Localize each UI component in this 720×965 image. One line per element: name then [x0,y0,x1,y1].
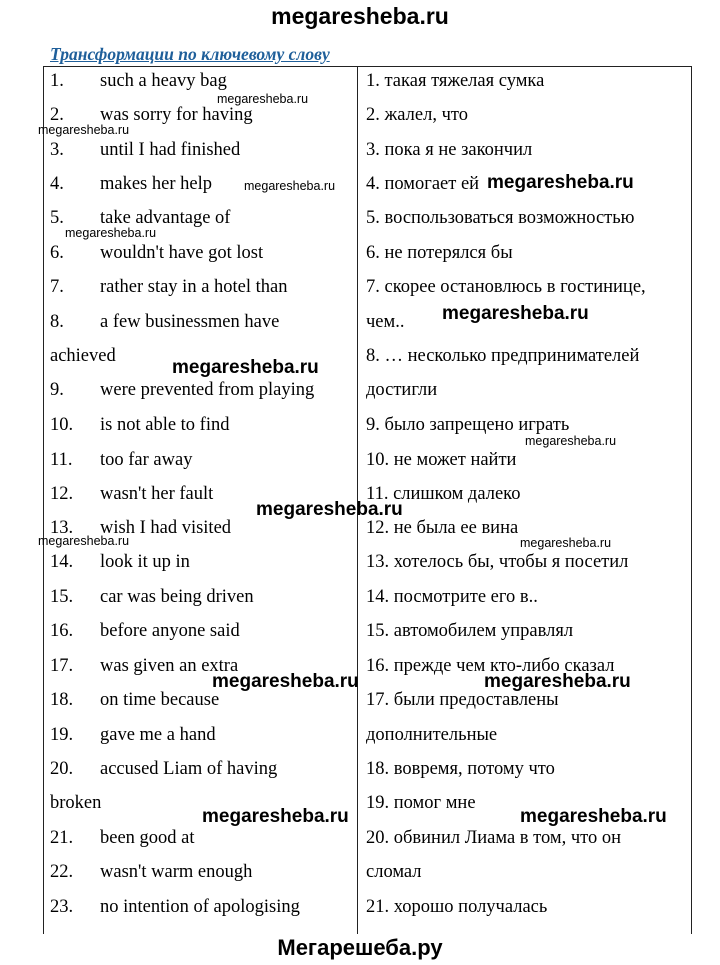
russian-answer: 5. воспользоваться возможностью [366,208,635,228]
russian-answer: сломал [366,862,422,882]
russian-answer: дополнительные [366,725,498,745]
row-number: 8. [50,312,64,332]
russian-answer: 9. было запрещено играть [366,415,570,435]
english-answer: gave me a hand [100,725,216,745]
english-answer: take advantage of [100,208,231,228]
russian-answer: 21. хорошо получалась [366,897,548,917]
russian-answer: чем.. [366,312,405,332]
row-number: 3. [50,140,64,160]
row-number: 21. [50,828,74,848]
row-number: 4. [50,174,64,194]
english-answer: accused Liam of having [100,759,278,779]
russian-answer: 4. помогает ей [366,174,480,194]
english-answer-continued: broken [50,793,102,813]
watermark: megaresheba.ru [212,671,359,692]
english-answer: wasn't warm enough [100,862,253,882]
russian-answer: 10. не может найти [366,450,517,470]
russian-answer: достигли [366,380,438,400]
english-answer: on time because [100,690,220,710]
row-number: 19. [50,725,74,745]
english-answer: such a heavy bag [100,71,227,91]
russian-answer: 15. автомобилем управлял [366,621,574,641]
english-answer: wish I had visited [100,518,232,538]
russian-answer: 8. … несколько предпринимателей [366,346,640,366]
row-number: 13. [50,518,74,538]
watermark: megaresheba.ru [65,226,157,240]
row-number: 15. [50,587,74,607]
russian-answer: 7. скорее остановлюсь в гостинице, [366,277,646,297]
english-answer: makes her help [100,174,212,194]
english-answer: before anyone said [100,621,240,641]
row-number: 16. [50,621,74,641]
watermark: megaresheba.ru [38,123,130,137]
english-answer: been good at [100,828,195,848]
watermark: megaresheba.ru [244,179,336,193]
english-answer: no intention of apologising [100,897,300,917]
row-number: 22. [50,862,74,882]
russian-answer: 16. прежде чем кто-либо сказал [366,656,615,676]
russian-answer: 11. слишком далеко [366,484,521,504]
russian-answer: 12. не была ее вина [366,518,519,538]
english-answer: car was being driven [100,587,254,607]
row-number: 12. [50,484,74,504]
row-number: 2. [50,105,64,125]
english-answer: is not able to find [100,415,230,435]
row-number: 1. [50,71,64,91]
watermark: megaresheba.ru [525,434,617,448]
watermark: megaresheba.ru [256,499,403,520]
site-footer[interactable]: Мегарешеба.ру [277,935,443,960]
row-number: 20. [50,759,74,779]
russian-answer: 19. помог мне [366,793,476,813]
watermark: megaresheba.ru [38,534,130,548]
russian-answer: 14. посмотрите его в.. [366,587,538,607]
english-answer: wouldn't have got lost [100,243,264,263]
english-answer-continued: achieved [50,346,116,366]
english-answer: too far away [100,450,193,470]
watermark: megaresheba.ru [520,536,612,550]
english-answer: wasn't her fault [100,484,214,504]
watermark: megaresheba.ru [520,806,667,827]
watermark: megaresheba.ru [442,303,589,324]
russian-answer: 13. хотелось бы, чтобы я посетил [366,552,629,572]
english-answer: were prevented from playing [100,380,315,400]
row-number: 10. [50,415,74,435]
russian-answer: 6. не потерялся бы [366,243,513,263]
watermark: megaresheba.ru [487,172,634,193]
row-number: 23. [50,897,74,917]
row-number: 6. [50,243,64,263]
row-number: 5. [50,208,64,228]
row-number: 9. [50,380,64,400]
english-answer: was given an extra [100,656,239,676]
english-answer: until I had finished [100,140,241,160]
english-answer: was sorry for having [100,105,253,125]
english-answer: a few businessmen have [100,312,280,332]
russian-answer: 18. вовремя, потому что [366,759,555,779]
russian-answer: 1. такая тяжелая сумка [366,71,545,91]
site-header[interactable]: megaresheba.ru [271,3,449,29]
row-number: 7. [50,277,64,297]
russian-answer: 2. жалел, что [366,105,468,125]
russian-answer: 17. были предоставлены [366,690,559,710]
watermark: megaresheba.ru [172,357,319,378]
english-answer: rather stay in a hotel than [100,277,288,297]
row-number: 14. [50,552,74,572]
row-number: 11. [50,450,73,470]
row-number: 18. [50,690,74,710]
row-number: 17. [50,656,74,676]
watermark: megaresheba.ru [484,671,631,692]
watermark: megaresheba.ru [217,92,309,106]
russian-answer: 3. пока я не закончил [366,140,533,160]
watermark: megaresheba.ru [202,806,349,827]
section-title: Трансформации по ключевому слову [50,44,330,64]
russian-answer: 20. обвинил Лиама в том, что он [366,828,622,848]
english-answer: look it up in [100,552,190,572]
